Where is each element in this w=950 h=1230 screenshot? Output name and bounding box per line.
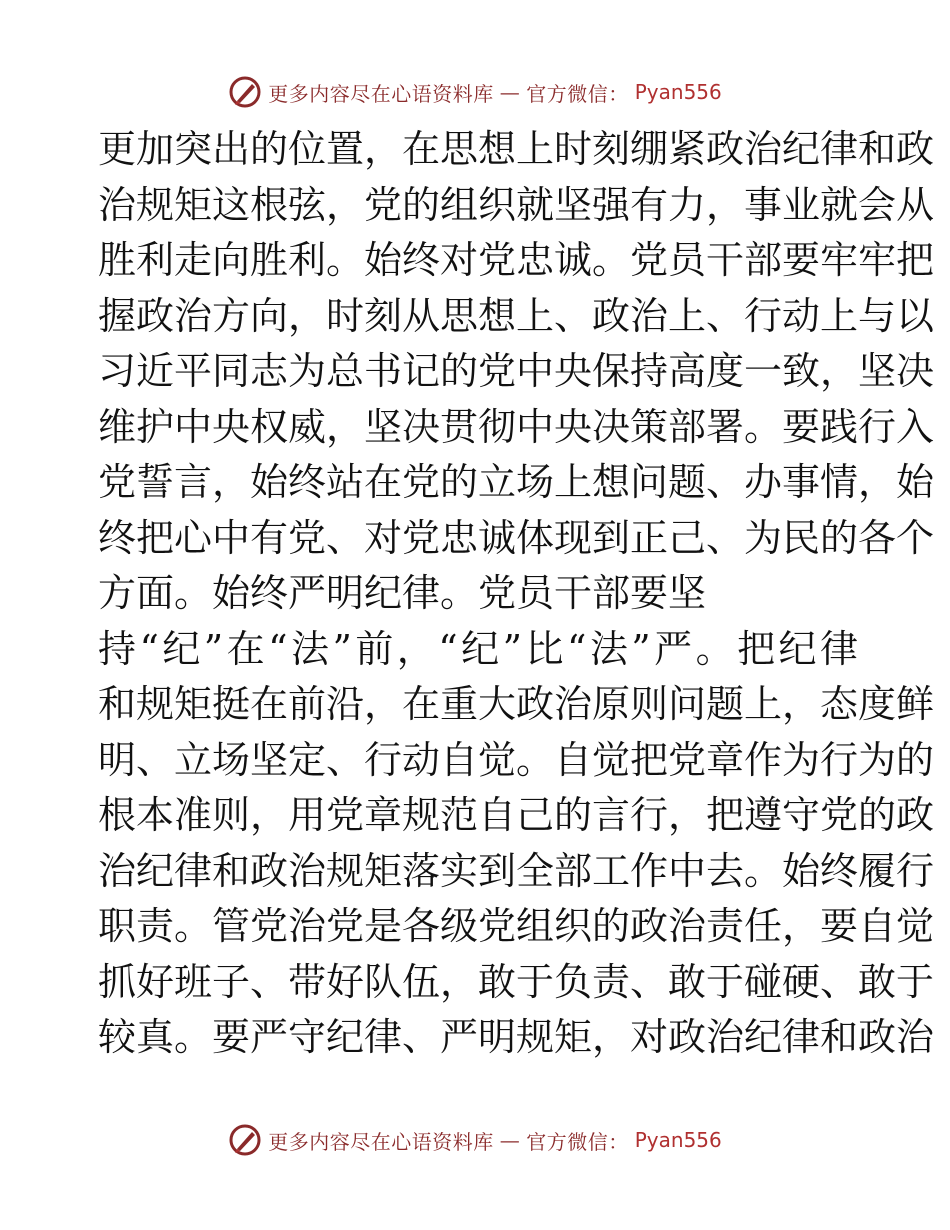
text-line: 治纪律和政治规矩落实到全部工作中去。始终履行: [98, 848, 935, 893]
text-line: 治规矩这根弦，党的组织就坚强有力，事业就会从: [98, 182, 935, 227]
document-body: [98, 122, 935, 1066]
text-line: 党誓言，始终站在党的立场上想问题、办事情，始: [98, 460, 935, 504]
text-line: 终把心中有党、对党忠诚体现到正己、为民的各个: [98, 515, 935, 560]
footer-site-text: 更多内容尽在心语资料库: [268, 1129, 494, 1154]
text-line: 和规矩挺在前沿，在重大政治原则问题上，态度鲜: [98, 682, 935, 726]
text-line: 方面。始终严明纪律。党员干部要坚: [98, 571, 707, 615]
header-wechat-id: Pyan556: [634, 80, 722, 104]
text-line: 习近平同志为总书记的党中央保持高度一致，坚决: [98, 349, 935, 393]
text-line: 根本准则，用党章规范自己的言行，把遵守党的政: [98, 793, 935, 837]
text-line: 较真。要严守纪律、严明规矩，对政治纪律和政治: [98, 1015, 935, 1059]
pen-logo-icon: [228, 1123, 262, 1157]
text-line: 胜利走向胜利。始终对党忠诚。党员干部要牢牢把: [98, 238, 935, 282]
header-separator: —: [499, 80, 521, 104]
footer-banner: [0, 1120, 950, 1160]
header-banner: [0, 72, 950, 112]
text-line: 维护中央权威，坚决贯彻中央决策部署。要践行入: [98, 404, 935, 449]
pen-logo-icon: [228, 75, 262, 109]
footer-wechat-id: Pyan556: [634, 1128, 722, 1152]
header-wechat-label: 官方微信：: [526, 81, 629, 106]
footer-wechat-label: 官方微信：: [526, 1129, 629, 1154]
text-line: 明、立场坚定、行动自觉。自觉把党章作为行为的: [98, 737, 935, 782]
text-line: 持“纪”在“法”前，“纪”比“法”严。把纪律: [98, 626, 858, 671]
text-line: 握政治方向，时刻从思想上、政治上、行动上与以: [98, 293, 935, 338]
text-line: 抓好班子、带好队伍，敢于负责、敢于碰硬、敢于: [98, 959, 935, 1004]
footer-separator: —: [499, 1128, 521, 1152]
header-site-text: 更多内容尽在心语资料库: [268, 81, 494, 106]
text-line: 职责。管党治党是各级党组织的政治责任，要自觉: [98, 904, 935, 948]
text-line: 更加突出的位置，在思想上时刻绷紧政治纪律和政: [98, 127, 935, 171]
